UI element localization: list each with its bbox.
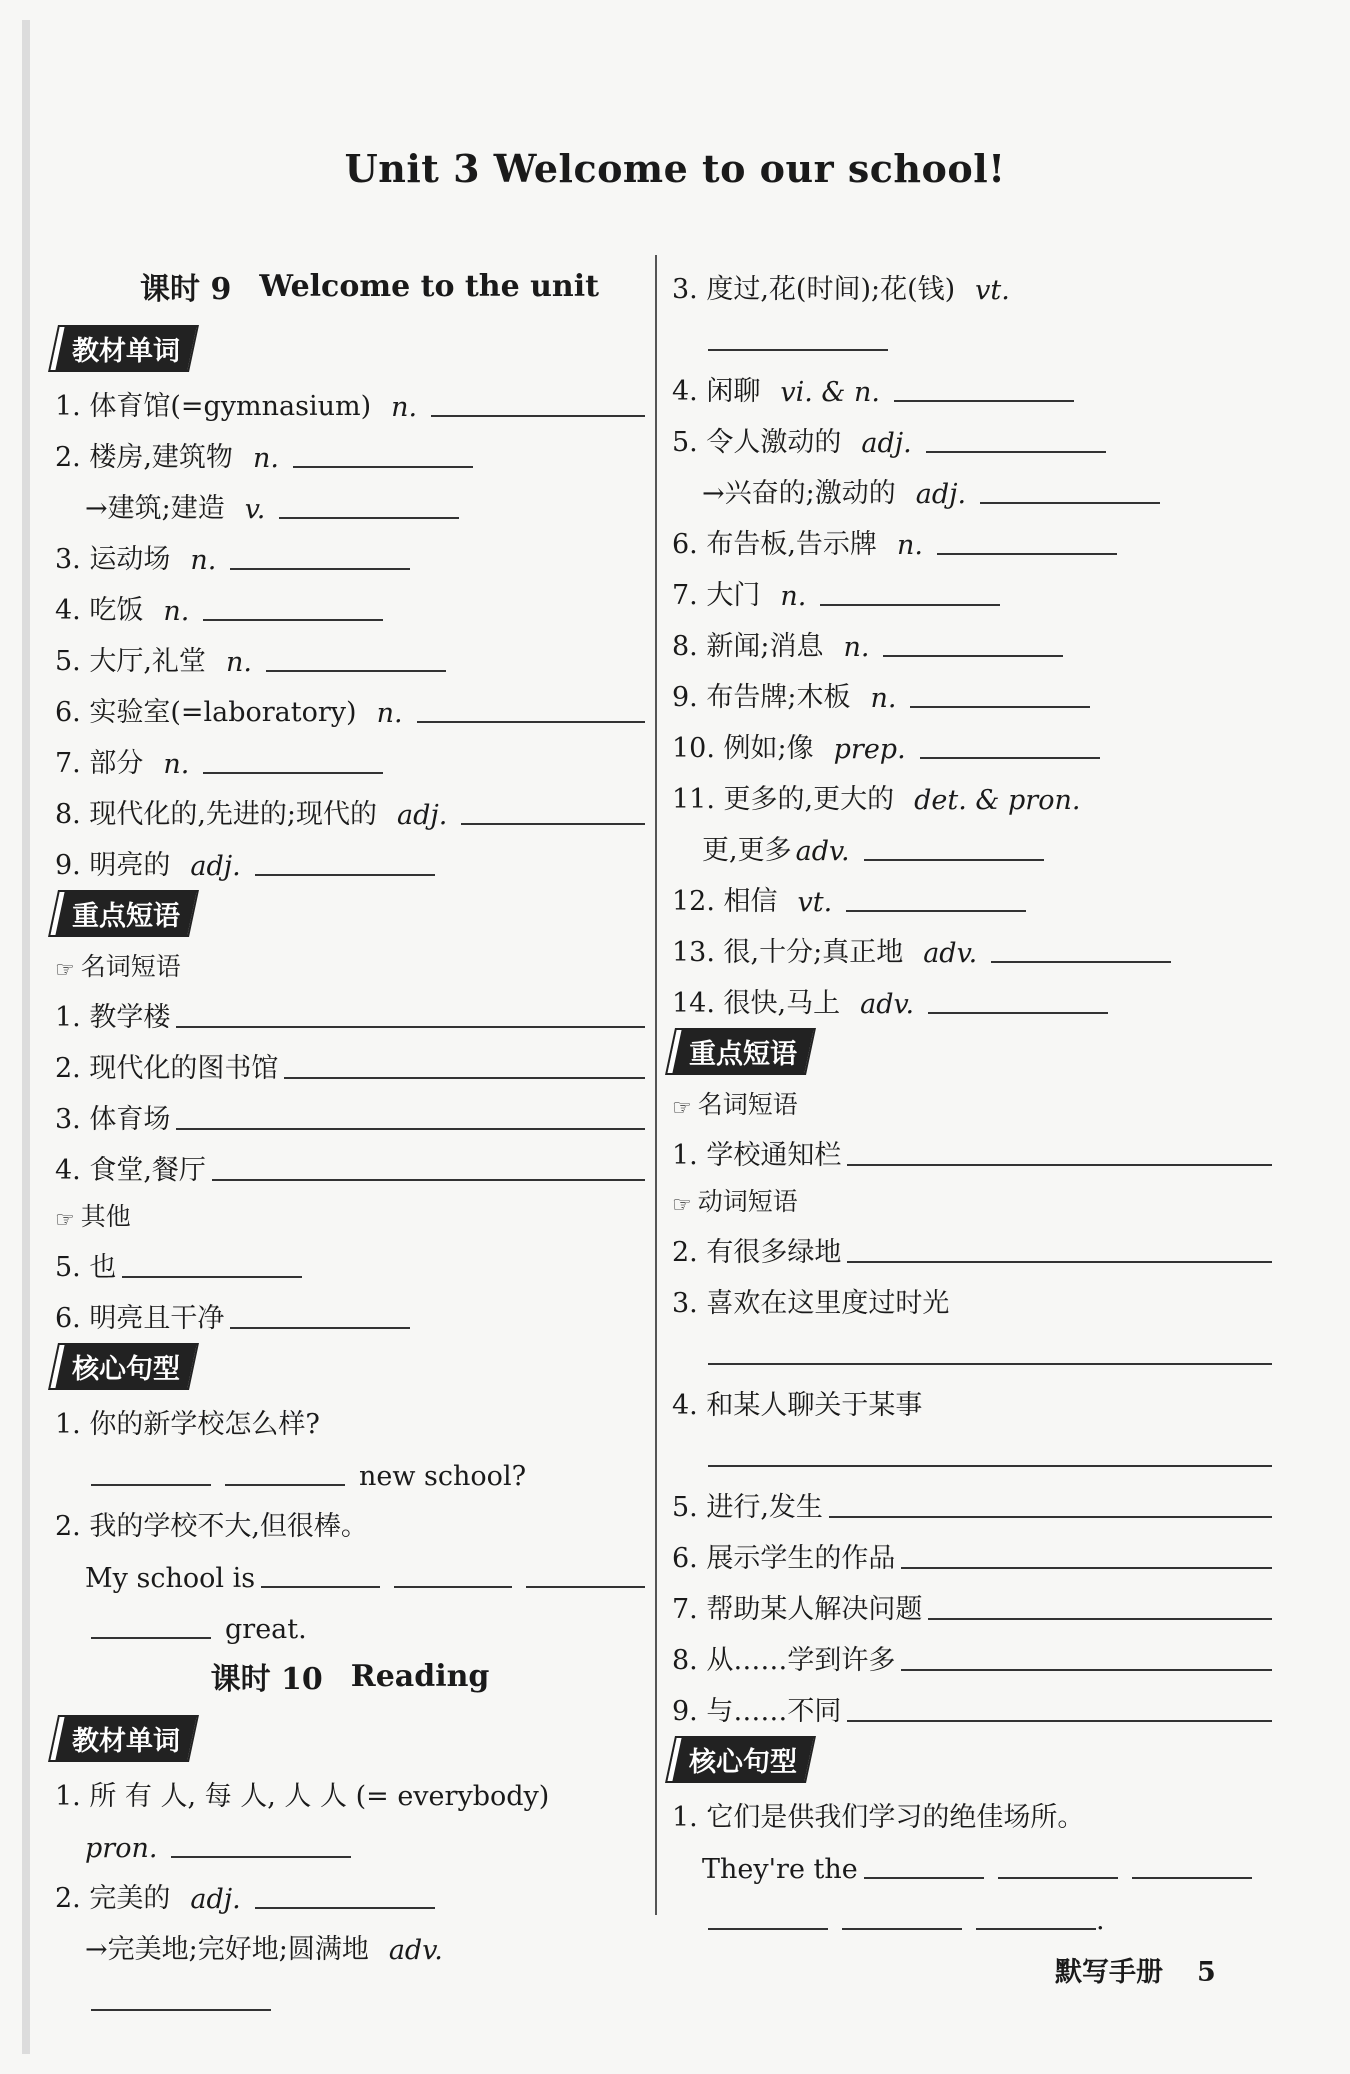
word-row: 6. 布告板,告示牌 n.	[672, 510, 1272, 561]
word-row: 8. 现代化的,先进的;现代的 adj.	[55, 780, 645, 831]
phrase-row: 4. 和某人聊关于某事	[672, 1390, 923, 1421]
word-row: 12. 相信 vt.	[672, 867, 1272, 918]
phrase-row: 3. 喜欢在这里度过时光	[672, 1288, 950, 1319]
sentence-row: 1. 你的新学校怎么样?	[55, 1409, 320, 1440]
answer-blank[interactable]	[937, 552, 1117, 555]
word-row: 10. 例如;像 prep.	[672, 714, 1272, 765]
sentence-row: 2. 我的学校不大,但很棒。	[55, 1511, 368, 1542]
word-row: →完美地;完好地;圆满地 adv.	[85, 1934, 443, 1966]
phrase-row: 3. 体育场	[55, 1085, 645, 1136]
answer-blank[interactable]	[864, 1876, 984, 1879]
lesson-9-heading	[55, 255, 645, 317]
word-row: 6. 实验室(=laboratory) n.	[55, 678, 645, 729]
answer-blank[interactable]	[910, 705, 1090, 708]
word-row	[55, 1966, 645, 2017]
answer-blank[interactable]	[122, 1275, 302, 1278]
phrase-row: 5. 也	[55, 1233, 645, 1284]
answer-blank[interactable]	[829, 1515, 1272, 1518]
page-footer	[1055, 1950, 1216, 1989]
answer-blank[interactable]	[864, 858, 1044, 861]
word-row: 5. 大厅,礼堂 n.	[55, 627, 645, 678]
answer-blank[interactable]	[255, 1906, 435, 1909]
answer-blank[interactable]	[431, 414, 645, 417]
word-row: 3. 运动场 n.	[55, 525, 645, 576]
lesson-title: Welcome to the unit	[259, 268, 599, 304]
answer-blank[interactable]	[417, 720, 645, 723]
word-row: 9. 布告牌;木板 n.	[672, 663, 1272, 714]
phrase-row: 6. 展示学生的作品	[672, 1524, 1272, 1575]
lesson-10-heading	[55, 1645, 645, 1707]
right-column	[672, 255, 1272, 1936]
answer-blank[interactable]	[225, 1483, 345, 1486]
lesson-number: 课时 9	[140, 272, 232, 307]
section-tag-phrases: 重点短语	[50, 892, 196, 935]
answer-blank[interactable]	[266, 669, 446, 672]
answer-blank[interactable]	[883, 654, 1063, 657]
phrase-row: 4. 食堂,餐厅	[55, 1136, 645, 1187]
word-row: 14. 很快,马上 adv.	[672, 969, 1272, 1020]
answer-blank[interactable]	[176, 1127, 645, 1130]
sentence-row: great.	[55, 1594, 645, 1645]
word-row: 1. 所 有 人, 每 人, 人 人 (= everybody)	[55, 1781, 550, 1812]
answer-blank[interactable]	[894, 399, 1074, 402]
left-column	[55, 255, 645, 2017]
answer-blank[interactable]	[293, 465, 473, 468]
word-row: pron.	[55, 1813, 645, 1864]
phrase-row: 5. 进行,发生	[672, 1473, 1272, 1524]
answer-blank[interactable]	[708, 1927, 828, 1930]
section-tag-sentences: 核心句型	[667, 1738, 813, 1781]
phrase-row: 8. 从……学到许多	[672, 1626, 1272, 1677]
answer-blank[interactable]	[261, 1585, 380, 1588]
subsection-noun-phrases: ☞ 名词短语	[55, 952, 181, 983]
lesson-number: 课时 10	[210, 1662, 323, 1697]
phrase-row: 1. 教学楼	[55, 983, 645, 1034]
section-tag-phrases: 重点短语	[667, 1030, 813, 1073]
word-row: 5. 令人激动的 adj.	[672, 408, 1272, 459]
word-row	[672, 306, 1272, 357]
phrase-row	[672, 1422, 1272, 1473]
word-row: 2. 完美的 adj.	[55, 1864, 645, 1915]
word-row: 7. 大门 n.	[672, 561, 1272, 612]
answer-blank[interactable]	[171, 1855, 351, 1858]
section-tag-words: 教材单词	[50, 1717, 196, 1760]
answer-blank[interactable]	[820, 603, 1000, 606]
sentence-row: new school?	[55, 1441, 645, 1492]
answer-blank[interactable]	[526, 1585, 645, 1588]
pointing-hand-icon: ☞	[55, 1208, 75, 1233]
answer-blank[interactable]	[284, 1076, 645, 1079]
word-row: 8. 新闻;消息 n.	[672, 612, 1272, 663]
word-row: 4. 吃饭 n.	[55, 576, 645, 627]
answer-blank[interactable]	[708, 1362, 1272, 1365]
answer-blank[interactable]	[91, 2008, 271, 2011]
pointing-hand-icon: ☞	[672, 1193, 692, 1218]
phrase-row: 7. 帮助某人解决问题	[672, 1575, 1272, 1626]
answer-blank[interactable]	[920, 756, 1100, 759]
sentence-row: They're the	[672, 1834, 1272, 1885]
pointing-hand-icon: ☞	[55, 958, 75, 983]
answer-blank[interactable]	[91, 1483, 211, 1486]
unit-title: Unit 3 Welcome to our school!	[344, 146, 1006, 191]
answer-blank[interactable]	[91, 1636, 211, 1639]
answer-blank[interactable]	[901, 1668, 1272, 1671]
answer-blank[interactable]	[846, 909, 1026, 912]
pointing-hand-icon: ☞	[672, 1096, 692, 1121]
answer-blank[interactable]	[980, 501, 1160, 504]
word-row: 4. 闲聊 vi. & n.	[672, 357, 1272, 408]
answer-blank[interactable]	[926, 450, 1106, 453]
subsection-verb-phrases: ☞ 动词短语	[672, 1187, 798, 1218]
answer-blank[interactable]	[255, 873, 435, 876]
section-tag-sentences: 核心句型	[50, 1345, 196, 1388]
word-row: 9. 明亮的 adj.	[55, 831, 645, 882]
answer-blank[interactable]	[708, 348, 888, 351]
sentence-row: My school is	[55, 1543, 645, 1594]
page-number: 5	[1197, 1957, 1216, 1988]
answer-blank[interactable]	[901, 1566, 1272, 1569]
word-row: →兴奋的;激动的 adj.	[672, 459, 1272, 510]
section-tag-words: 教材单词	[50, 327, 196, 370]
answer-blank[interactable]	[279, 516, 459, 519]
answer-blank[interactable]	[991, 960, 1171, 963]
word-row: 13. 很,十分;真正地 adv.	[672, 918, 1272, 969]
answer-blank[interactable]	[842, 1927, 962, 1930]
word-row: 1. 体育馆(=gymnasium) n.	[55, 372, 645, 423]
answer-blank[interactable]	[203, 771, 383, 774]
word-row: →建筑;建造 v.	[55, 474, 645, 525]
answer-blank[interactable]	[998, 1876, 1118, 1879]
column-divider	[655, 255, 657, 1915]
phrase-row: 2. 现代化的图书馆	[55, 1034, 645, 1085]
answer-blank[interactable]	[708, 1464, 1272, 1467]
phrase-row: 9. 与……不同	[672, 1677, 1272, 1728]
answer-blank[interactable]	[461, 822, 645, 825]
word-row: 11. 更多的,更大的 det. & pron.	[672, 784, 1081, 816]
answer-blank[interactable]	[847, 1719, 1272, 1722]
answer-blank[interactable]	[203, 618, 383, 621]
footer-label: 默写手册	[1055, 1957, 1163, 1988]
phrase-row: 6. 明亮且干净	[55, 1284, 645, 1335]
phrase-row: 1. 学校通知栏	[672, 1121, 1272, 1172]
word-row: 更,更多 adv.	[672, 816, 1272, 867]
lesson-title: Reading	[350, 1658, 490, 1694]
page-edge	[22, 20, 30, 2054]
sentence-row: 1. 它们是供我们学习的绝佳场所。	[672, 1802, 1085, 1833]
subsection-noun-phrases: ☞ 名词短语	[672, 1090, 798, 1121]
subsection-other: ☞ 其他	[55, 1202, 131, 1233]
sentence-row: .	[672, 1885, 1272, 1936]
answer-blank[interactable]	[847, 1163, 1272, 1166]
answer-blank[interactable]	[230, 1326, 410, 1329]
answer-blank[interactable]	[928, 1617, 1272, 1620]
answer-blank[interactable]	[394, 1585, 513, 1588]
word-row: 3. 度过,花(时间);花(钱) vt.	[672, 274, 1010, 306]
answer-blank[interactable]	[847, 1260, 1272, 1263]
answer-blank[interactable]	[212, 1178, 645, 1181]
word-row: 2. 楼房,建筑物 n.	[55, 423, 645, 474]
answer-blank[interactable]	[1132, 1876, 1252, 1879]
answer-blank[interactable]	[176, 1025, 645, 1028]
answer-blank[interactable]	[230, 567, 410, 570]
word-row: 7. 部分 n.	[55, 729, 645, 780]
answer-blank[interactable]	[976, 1927, 1096, 1930]
answer-blank[interactable]	[928, 1011, 1108, 1014]
phrase-row: 2. 有很多绿地	[672, 1218, 1272, 1269]
phrase-row	[672, 1320, 1272, 1371]
